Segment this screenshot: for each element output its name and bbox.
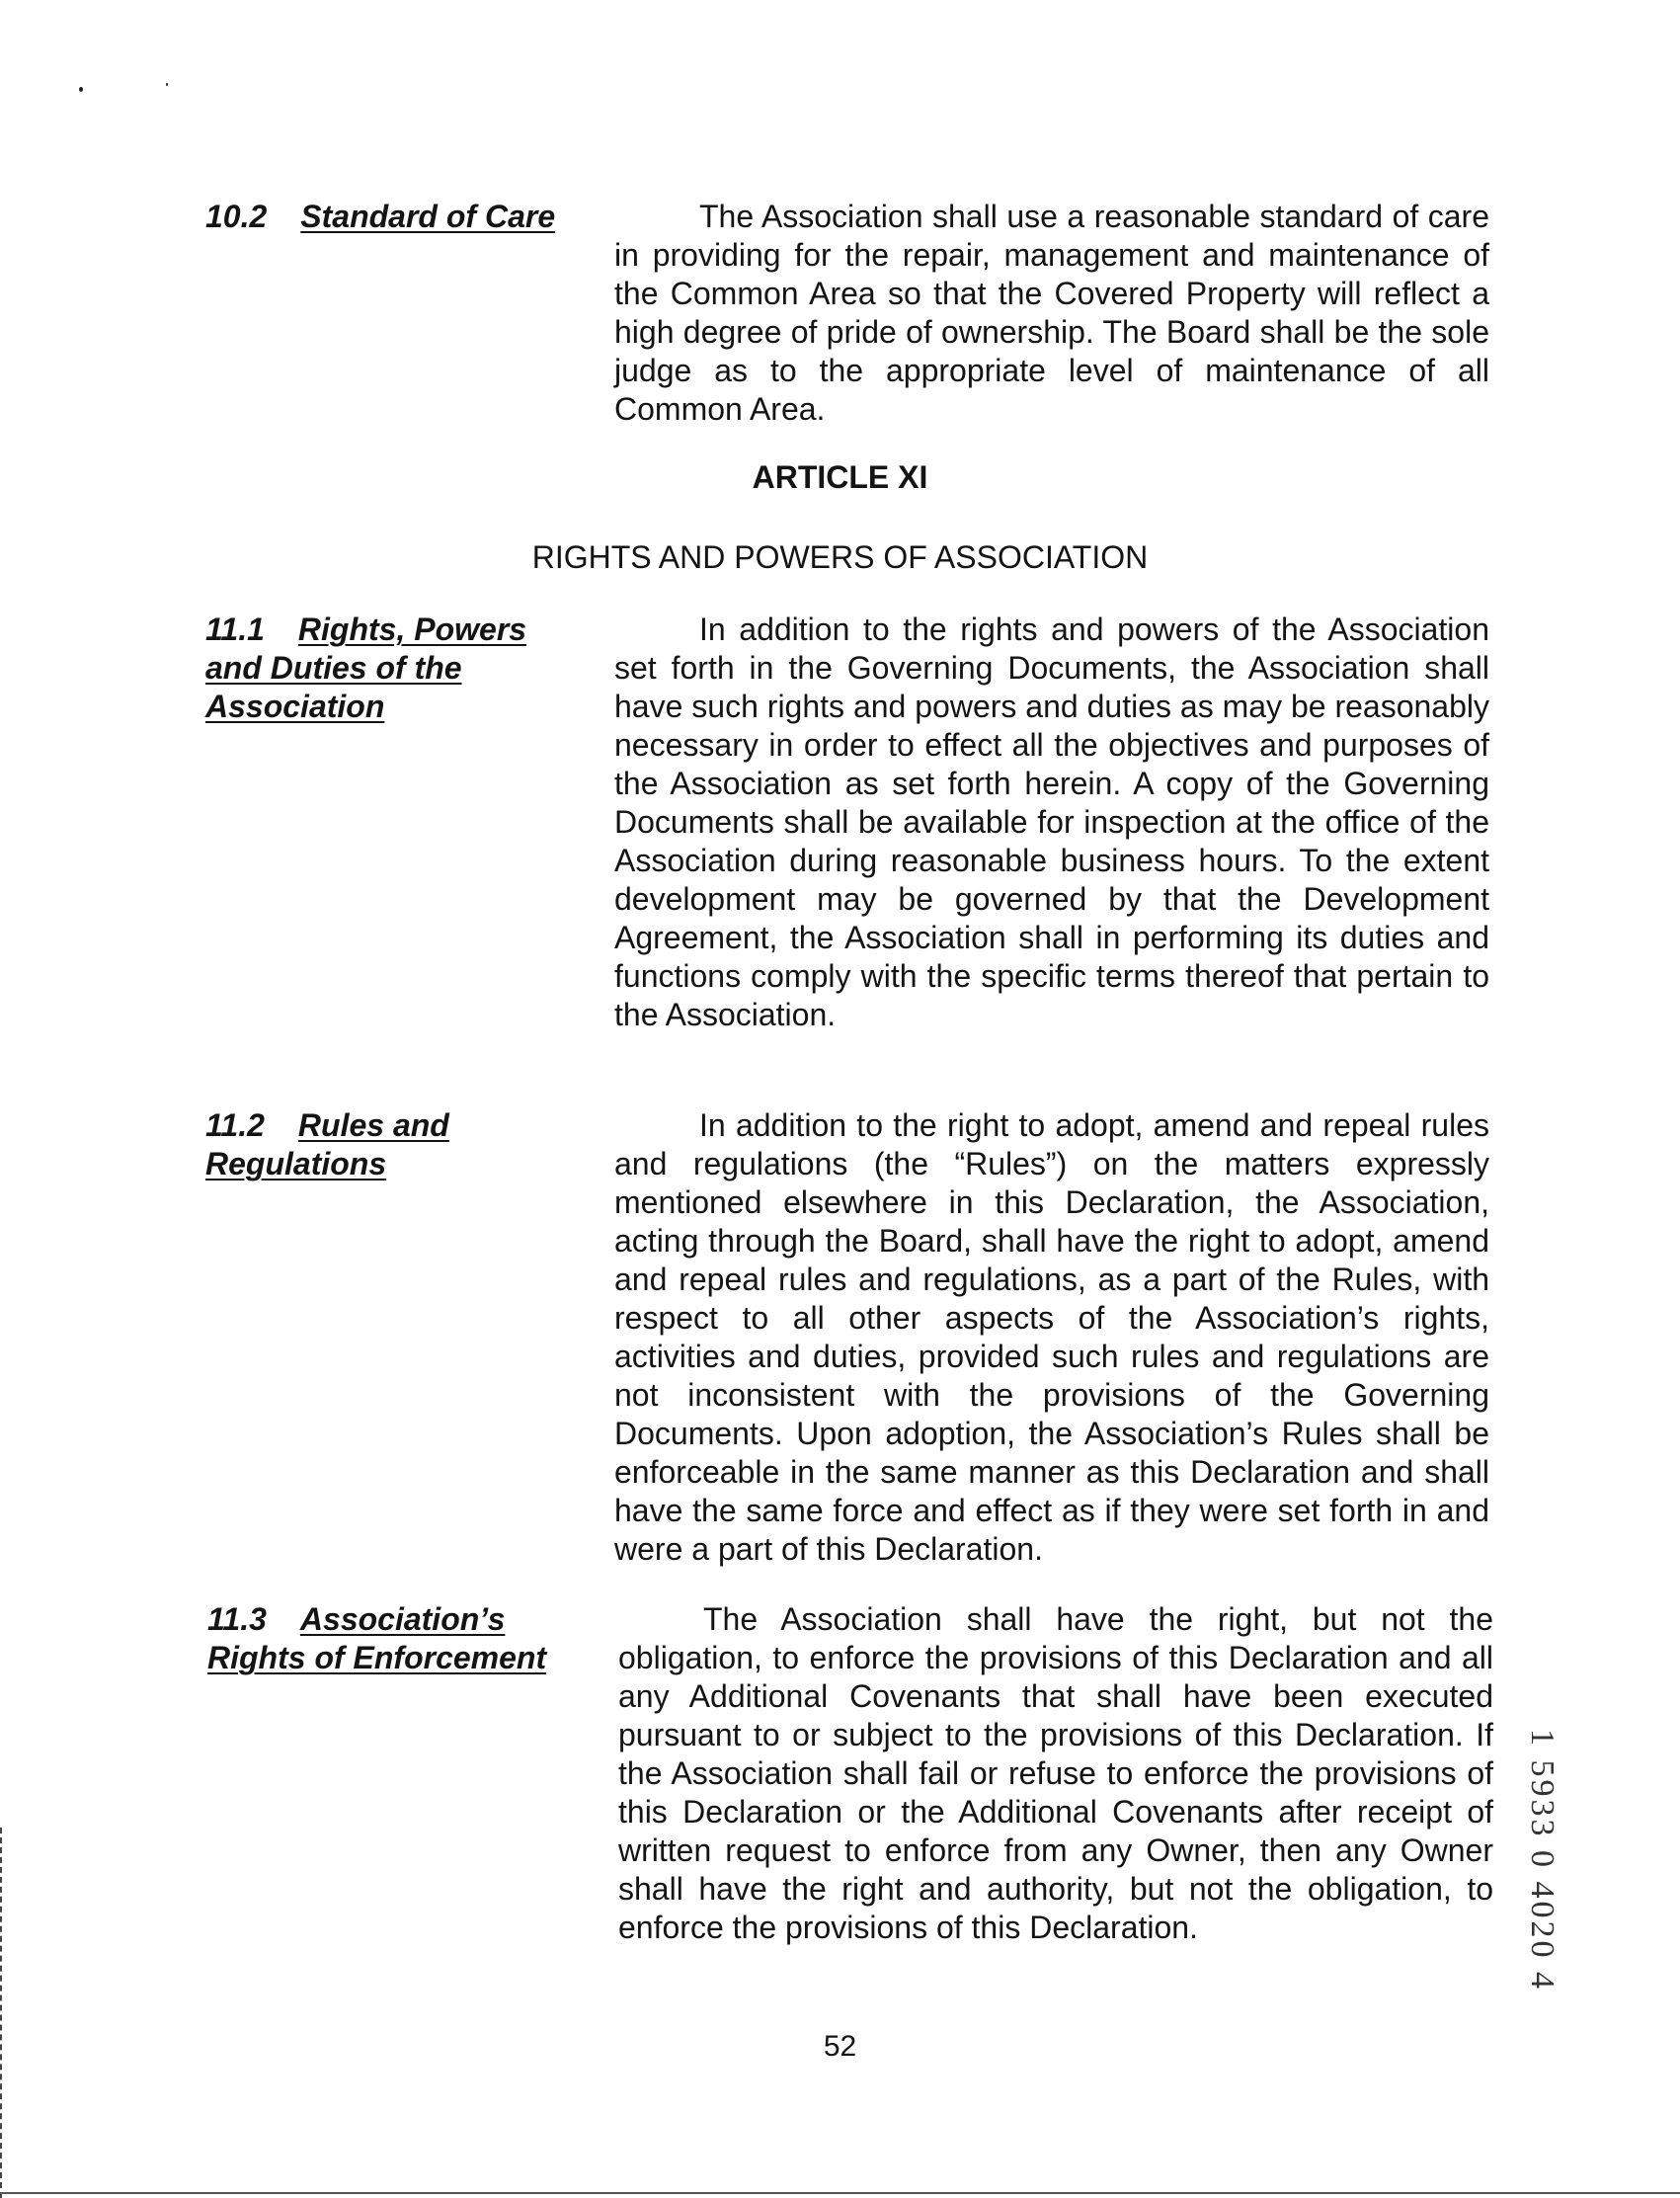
section-number: 11.1 <box>205 611 265 647</box>
section-number: 11.2 <box>205 1107 265 1143</box>
section-heading-11-1 <box>205 611 561 726</box>
article-title: ARTICLE XI <box>752 459 928 495</box>
scan-edge-left <box>0 1828 4 2198</box>
page-number: 52 <box>823 2030 857 2063</box>
scan-edge-bottom <box>0 2192 1680 2194</box>
section-number: 11.3 <box>207 1601 267 1637</box>
scan-speck <box>79 87 83 92</box>
section-number: 10.2 <box>205 199 268 234</box>
section-heading-11-3 <box>207 1600 583 1677</box>
section-text-11-1: In addition to the rights and powers of the Association set forth in the Governing Documents, the Association shall have such rights and powers and duties as may be reasonably necessary in order to effect all the objectives and purposes of the Association as set forth herein. A copy of the Governing Documents shall be available for inspection at the office of the Association during reasonable business hours. To the extent development may be governed by that the Development Agreement, the Association shall in performing its duties and functions comply with the specific terms thereof that pertain to the Association. <box>614 611 1489 1032</box>
scan-speck <box>166 83 168 86</box>
section-heading-11-2 <box>205 1106 521 1183</box>
section-heading-10-2 <box>205 198 581 236</box>
recording-number-stamp: 1 5933 0 4020 4 <box>1524 1729 1560 1992</box>
section-title: Rights, Powers and Duties of the Association <box>205 611 527 724</box>
section-title: Standard of Care <box>300 199 556 234</box>
section-title: Rules and Regulations <box>205 1107 449 1181</box>
section-title: Association’s Rights of Enforcement <box>207 1601 547 1675</box>
section-text-11-3: The Association shall have the right, but not the obligation, to enforce the provisions of this Declaration and all any Additional Covenants that shall have been executed pursuant to or subject to the provisions of this Declaration. If the Association shall fail or refuse to enforce the provisions of this Declaration or the Additional Covenants after receipt of written request to enforce from any Owner, then any Owner shall have the right and authority, but not the obligation, to enforce the provisions of this Declaration. <box>618 1601 1493 1945</box>
section-text-10-2: The Association shall use a reasonable standard of care in providing for the repair, management and maintenance of the Common Area so that the Covered Property will reflect a high degree of pride of ownership. The Board shall be the sole judge as to the appropriate level of maintenance of all Common Area. <box>614 199 1489 427</box>
article-subtitle: RIGHTS AND POWERS OF ASSOCIATION <box>531 539 1149 575</box>
section-text-11-2: In addition to the right to adopt, amend and repeal rules and regulations (the “Rules”) on the matters expressly mentioned elsewhere in this Declaration, the Association, acting through the Board, shall have the right to adopt, amend and repeal rules and regulations, as a part of the Rules, with respect to all other aspects of the Association’s rights, activities and duties, provided such rules and regulations are not inconsistent with the provisions of the Governing Documents. Upon adoption, the Association’s Rules shall be enforceable in the same manner as this Declaration and shall have the same force and effect as if they were set forth in and were a part of this Declaration. <box>614 1107 1489 1567</box>
